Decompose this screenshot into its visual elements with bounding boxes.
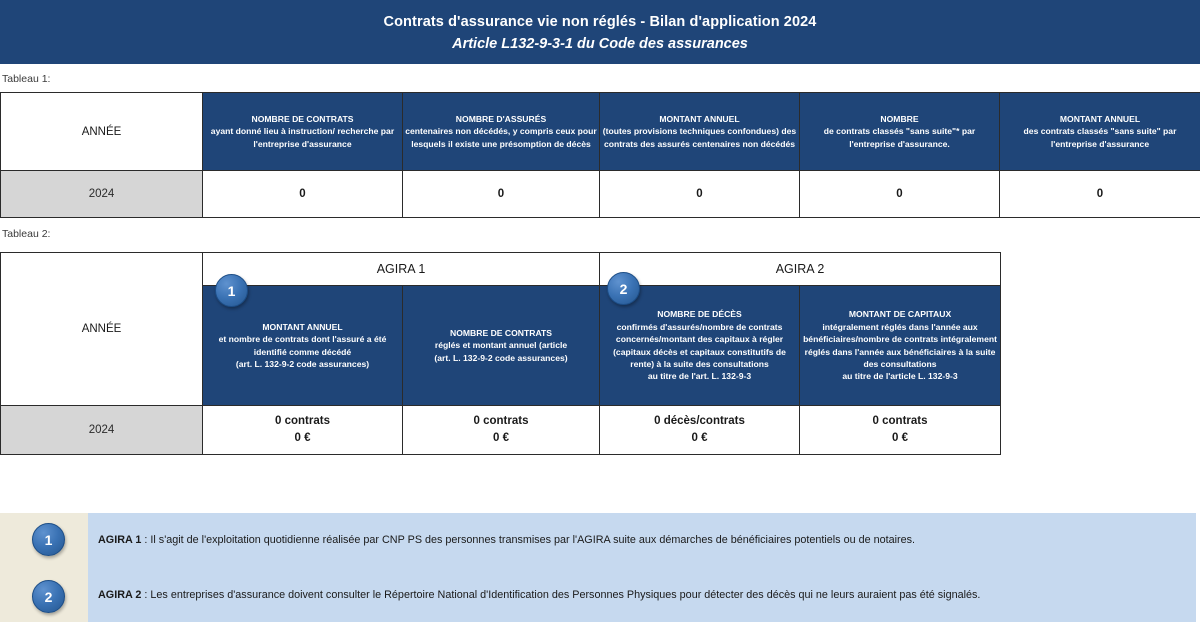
table-1-year-header: ANNÉE [1, 93, 203, 171]
footnote-label-2: AGIRA 2 [98, 589, 142, 601]
footnote-separator-2: : [141, 589, 151, 601]
column-header-main: NOMBRE DE DÉCÈS [657, 309, 742, 320]
column-header-sub: (toutes provisions techniques confondues) des contrats des assurés centenaires non décédés [602, 126, 797, 149]
column-header-main: MONTANT DE CAPITAUX [848, 309, 952, 320]
cell-line-2: 0 € [294, 432, 311, 444]
cell-line-1: 0 décès/contrats [654, 415, 745, 427]
footnote-row-1 [88, 513, 1196, 567]
column-header-main: NOMBRE DE CONTRATS [251, 113, 354, 124]
column-header-ref: au titre de l'art. L. 132-9-3 [647, 371, 752, 382]
column-header-ref: (art. L. 132-9-2 code assurances) [434, 352, 568, 363]
column-header-main: NOMBRE D'ASSURÉS [455, 113, 547, 124]
column-header-sub: intégralement réglés dans l'année aux bénéficiaires/nombre de contrats intégralement réglés dans l'année aux bénéficiaires à la suite des consultations [803, 321, 997, 369]
cell-line-1: 0 contrats [872, 415, 928, 427]
table-1-column-header-3 [800, 93, 1000, 171]
table-row [1, 406, 1001, 455]
page-title-banner [0, 0, 1200, 64]
footnotes-panel [0, 513, 1196, 622]
table-2-cell-0 [203, 406, 403, 455]
badge-marker-1: 1 [215, 274, 248, 307]
column-header-main: MONTANT ANNUEL [262, 321, 343, 332]
footnote-separator-1: : [141, 534, 151, 546]
tableau-1-label: Tableau 1: [2, 73, 51, 85]
table-2-column-header-3 [800, 286, 1001, 406]
table-1-cell-1: 0 [403, 171, 600, 218]
column-header-sub: ayant donné lieu à instruction/ recherche par l'entreprise d'assurance [210, 126, 395, 149]
table-2-year-header: ANNÉE [1, 323, 202, 335]
cell-line-2: 0 € [493, 432, 509, 444]
table-1-column-header-4 [1000, 93, 1200, 171]
column-header-sub: réglés et montant annuel (article [434, 340, 568, 351]
column-header-sub: de contrats classés "sans suite"* par l'entreprise d'assurance. [823, 126, 976, 149]
table-2-group-agira-2: AGIRA 2 [600, 253, 1001, 286]
table-2-cell-1 [403, 406, 600, 455]
footnote-body-1: Il s'agit de l'exploitation quotidienne réalisée par CNP PS des personnes transmises par l'AGIRA suite aux démarches de bénéficiaires potentiels ou de notaires. [150, 534, 916, 546]
column-header-sub: et nombre de contrats dont l'assuré a été identifié comme décédé [218, 334, 387, 357]
cell-line-1: 0 contrats [275, 415, 330, 427]
cell-line-1: 0 contrats [473, 415, 529, 427]
column-header-sub: des contrats classés "sans suite" par l'entreprise d'assurance [1023, 126, 1177, 149]
page-subtitle: Article L132-9-3-1 du Code des assurances [452, 35, 748, 52]
column-header-ref: au titre de l'article L. 132-9-3 [842, 371, 958, 382]
column-header-main: MONTANT ANNUEL [659, 113, 740, 124]
footnote-badge-1: 1 [32, 523, 65, 556]
footnote-row-2 [88, 568, 1196, 622]
footnote-body-2: Les entreprises d'assurance doivent consulter le Répertoire National d'Identification des Personnes Physiques pour détecter des décès qui ne leurs auraient pas été signalés. [150, 589, 981, 601]
page-title: Contrats d'assurance vie non réglés - Bilan d'application 2024 [383, 13, 817, 30]
table-1-column-header-2 [600, 93, 800, 171]
column-header-sub: confirmés d'assurés/nombre de contrats concernés/montant des capitaux à régler (capitaux décès et capitaux constitutifs de rente) à la suite des consultations [613, 321, 786, 369]
table-1-cell-2: 0 [600, 171, 800, 218]
column-header-main: MONTANT ANNUEL [1059, 113, 1141, 124]
table-1-cell-4: 0 [1000, 171, 1200, 218]
cell-line-2: 0 € [691, 432, 708, 444]
table-2-row-year: 2024 [1, 406, 203, 455]
table-1-cell-3: 0 [800, 171, 1000, 218]
cell-line-2: 0 € [892, 432, 909, 444]
footnote-label-1: AGIRA 1 [98, 534, 142, 546]
tableau-2-label: Tableau 2: [2, 228, 51, 240]
table-row [1, 171, 1200, 218]
table-2-cell-3 [800, 406, 1001, 455]
table-1-row-year: 2024 [1, 171, 203, 218]
table-1-header-row [1, 93, 1200, 171]
badge-marker-2: 2 [607, 272, 640, 305]
footnote-badge-2: 2 [32, 580, 65, 613]
footnote-text-1 [88, 533, 915, 547]
table-2-column-header-1 [403, 286, 600, 406]
table-2-group-agira-1: AGIRA 1 [203, 253, 600, 286]
column-header-ref: (art. L. 132-9-2 code assurances) [235, 358, 370, 369]
column-header-main: NOMBRE [880, 113, 919, 124]
footnote-text-2 [88, 588, 980, 602]
table-1-column-header-1 [403, 93, 600, 171]
column-header-main: NOMBRE DE CONTRATS [450, 327, 553, 338]
table-2-group-row [1, 253, 1001, 286]
table-2-cell-2 [600, 406, 800, 455]
table-1 [0, 92, 1200, 218]
column-header-sub: centenaires non décédés, y compris ceux pour lesquels il existe une présomption de décès [405, 126, 597, 149]
table-2 [0, 252, 1001, 455]
table-2-year-header-cell [1, 253, 203, 406]
table-1-column-header-0 [203, 93, 403, 171]
table-1-cell-0: 0 [203, 171, 403, 218]
